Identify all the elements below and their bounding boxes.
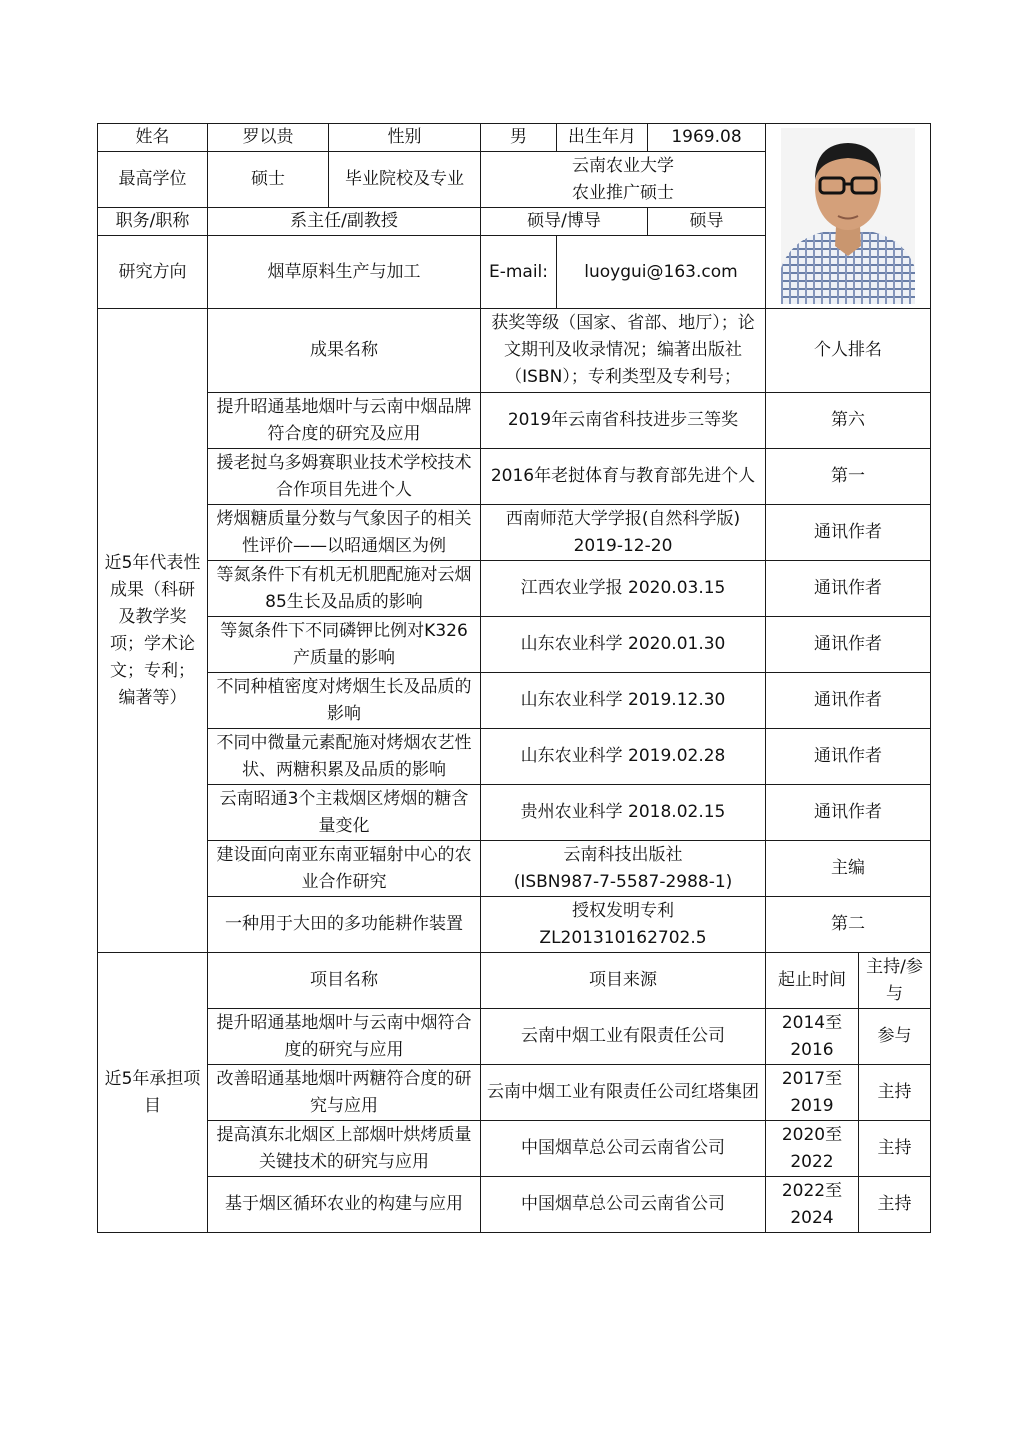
achievement-name: 不同种植密度对烤烟生长及品质的影响 [208,673,481,729]
achievements-header-rank: 个人排名 [766,309,931,393]
achievements-section [98,309,931,953]
project-source: 云南中烟工业有限责任公司 [481,1009,766,1065]
achievement-name: 不同中微量元素配施对烤烟农艺性状、两糖积累及品质的影响 [208,729,481,785]
projects-section [98,953,931,1233]
achievement-row [98,673,931,729]
achievement-name: 援老挝乌多姆赛职业技术学校技术合作项目先进个人 [208,449,481,505]
profile-table [97,123,931,1233]
title-label: 职务/职称 [98,208,208,236]
email-value: luoygui@163.com [557,236,766,309]
project-row [98,1121,931,1177]
achievement-row [98,897,931,953]
project-period: 2020至2022 [766,1121,859,1177]
project-row [98,1177,931,1233]
school-label: 毕业院校及专业 [329,152,481,208]
achievement-rank: 通讯作者 [766,561,931,617]
project-period: 2022至2024 [766,1177,859,1233]
project-role: 参与 [859,1009,931,1065]
name-value: 罗以贵 [208,124,329,152]
project-source: 中国烟草总公司云南省公司 [481,1121,766,1177]
achievement-name: 一种用于大田的多功能耕作装置 [208,897,481,953]
achievement-row [98,785,931,841]
research-label: 研究方向 [98,236,208,309]
achievement-detail: 西南师范大学学报(自然科学版) 2019-12-20 [481,505,766,561]
birth-value: 1969.08 [648,124,766,152]
achievement-rank: 通讯作者 [766,785,931,841]
profile-photo [781,128,915,304]
project-name: 改善昭通基地烟叶两糖符合度的研究与应用 [208,1065,481,1121]
achievement-row [98,729,931,785]
achievement-name: 提升昭通基地烟叶与云南中烟品牌符合度的研究及应用 [208,393,481,449]
photo-cell [766,124,931,309]
project-source: 云南中烟工业有限责任公司红塔集团 [481,1065,766,1121]
achievement-row [98,449,931,505]
degree-label: 最高学位 [98,152,208,208]
achievements-header-detail: 获奖等级（国家、省部、地厅）；论文期刊及收录情况；编著出版社（ISBN）；专利类型及专利号； [481,309,766,393]
achievement-name: 等氮条件下不同磷钾比例对K326产质量的影响 [208,617,481,673]
achievement-row [98,617,931,673]
project-period: 2014至2016 [766,1009,859,1065]
projects-header-source: 项目来源 [481,953,766,1009]
achievement-rank: 第一 [766,449,931,505]
projects-header-period: 起止时间 [766,953,859,1009]
achievement-detail: 云南科技出版社 (ISBN987-7-5587-2988-1) [481,841,766,897]
portrait-image [781,128,915,304]
achievements-header-name: 成果名称 [208,309,481,393]
achievement-row [98,841,931,897]
projects-section-label: 近5年承担项目 [98,953,208,1233]
achievement-detail: 江西农业学报 2020.03.15 [481,561,766,617]
project-role: 主持 [859,1065,931,1121]
title-value: 系主任/副教授 [208,208,481,236]
project-name: 提高滇东北烟区上部烟叶烘烤质量关键技术的研究与应用 [208,1121,481,1177]
achievement-detail: 2019年云南省科技进步三等奖 [481,393,766,449]
achievement-detail: 贵州农业科学 2018.02.15 [481,785,766,841]
project-name: 提升昭通基地烟叶与云南中烟符合度的研究与应用 [208,1009,481,1065]
research-value: 烟草原料生产与加工 [208,236,481,309]
project-role: 主持 [859,1177,931,1233]
supervisor-label: 硕导/博导 [481,208,648,236]
achievement-rank: 第二 [766,897,931,953]
achievement-name: 等氮条件下有机无机肥配施对云烟85生长及品质的影响 [208,561,481,617]
achievement-detail: 山东农业科学 2020.01.30 [481,617,766,673]
achievement-rank: 通讯作者 [766,617,931,673]
projects-header-name: 项目名称 [208,953,481,1009]
projects-header-row [98,953,931,1009]
gender-label: 性别 [329,124,481,152]
project-row [98,1065,931,1121]
achievement-name: 烤烟糖质量分数与气象因子的相关性评价——以昭通烟区为例 [208,505,481,561]
supervisor-value: 硕导 [648,208,766,236]
projects-header-role: 主持/参与 [859,953,931,1009]
achievement-name: 云南昭通3个主栽烟区烤烟的糖含量变化 [208,785,481,841]
degree-value: 硕士 [208,152,329,208]
achievement-rank: 主编 [766,841,931,897]
school-value: 云南农业大学 农业推广硕士 [481,152,766,208]
achievement-rank: 通讯作者 [766,505,931,561]
achievement-detail: 山东农业科学 2019.02.28 [481,729,766,785]
achievement-rank: 通讯作者 [766,729,931,785]
email-label: E-mail: [481,236,557,309]
achievement-detail: 2016年老挝体育与教育部先进个人 [481,449,766,505]
achievement-rank: 通讯作者 [766,673,931,729]
project-period: 2017至2019 [766,1065,859,1121]
achievement-row [98,393,931,449]
achievements-header-row [98,309,931,393]
gender-value: 男 [481,124,557,152]
project-name: 基于烟区循环农业的构建与应用 [208,1177,481,1233]
achievement-row [98,561,931,617]
birth-label: 出生年月 [557,124,648,152]
achievements-section-label: 近5年代表性成果（科研及教学奖项；学术论文；专利；编著等） [98,309,208,953]
achievement-rank: 第六 [766,393,931,449]
project-role: 主持 [859,1121,931,1177]
achievement-row [98,505,931,561]
achievement-detail: 山东农业科学 2019.12.30 [481,673,766,729]
project-source: 中国烟草总公司云南省公司 [481,1177,766,1233]
name-label: 姓名 [98,124,208,152]
achievement-name: 建设面向南亚东南亚辐射中心的农业合作研究 [208,841,481,897]
project-row [98,1009,931,1065]
achievement-detail: 授权发明专利 ZL201310162702.5 [481,897,766,953]
